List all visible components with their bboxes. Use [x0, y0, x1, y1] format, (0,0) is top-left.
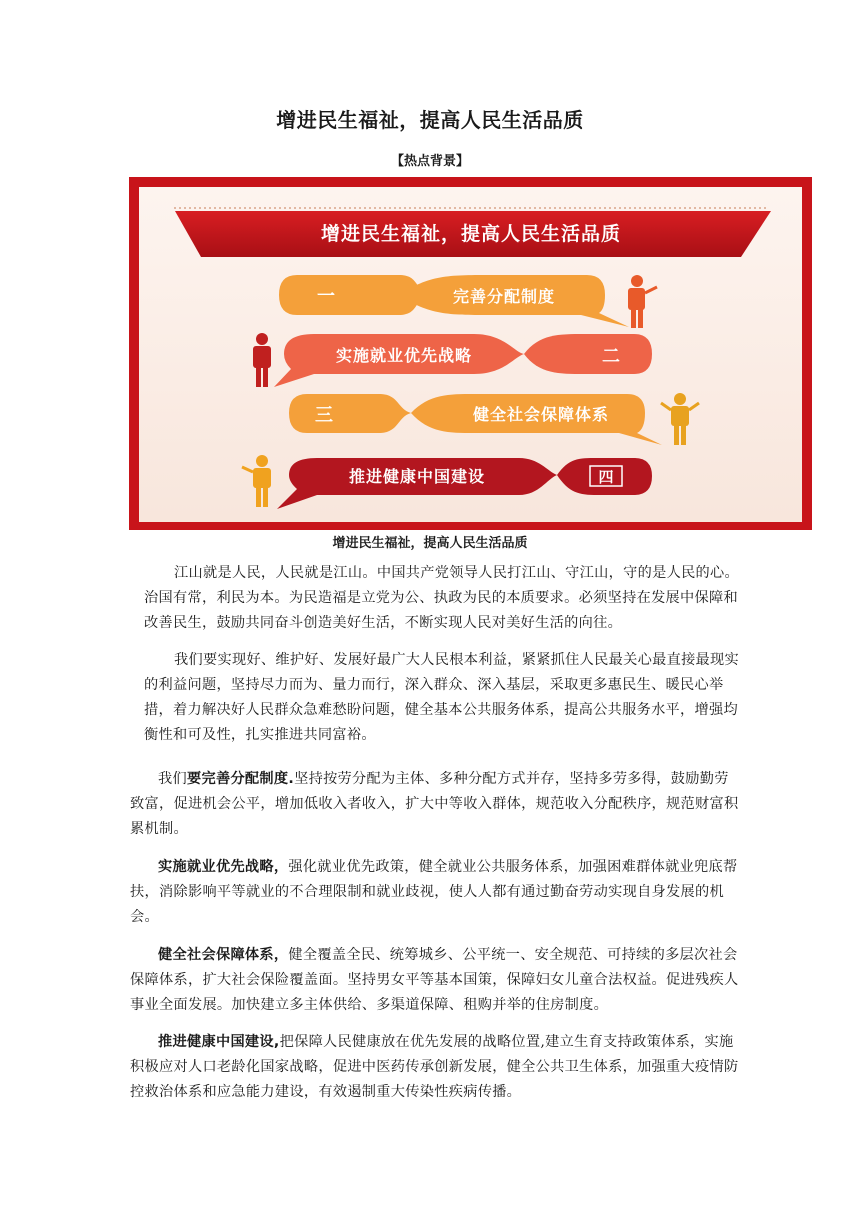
item-2-number: 二	[602, 346, 620, 367]
paragraph-1: 江山就是人民，人民就是江山。中国共产党领导人民打江山、守江山，守的是人民的心。治国有常，利民为本。为民造福是立党为公、执政为民的本质要求。必须坚持在发展中保障和改善民生，鼓励共同奋斗创造美好生活，不断实现人民对美好生活的向往。	[144, 565, 740, 631]
lead-social-security: 健全社会保障体系，	[158, 947, 289, 963]
paragraph-social-security	[130, 943, 742, 1018]
paragraph-2: 我们要实现好、维护好、发展好最广大人民根本利益，紧紧抓住人民最关心最直接最现实的利益问题，坚持尽力而为、量力而行，深入群众、深入基层，采取更多惠民生、暖民心举措，着力解决好人民群众急难愁盼问题，健全基本公共服务体系，提高公共服务水平，增强均衡性和可及性，扎实推进共同富裕。	[144, 652, 740, 743]
infographic	[129, 177, 812, 530]
paragraph-employment	[130, 855, 742, 930]
item-4-label: 推进健康中国建设	[348, 467, 486, 486]
banner-text: 增进民生福祉，提高人民生活品质	[320, 223, 622, 245]
lead-employment: 实施就业优先战略，	[158, 859, 289, 875]
document-title: 增进民生福祉，提高人民生活品质	[276, 108, 584, 132]
body-social-security: 健全覆盖全民、统筹城乡、公平统一、安全规范、可持续的多层次社会保障体系，扩大社会保险覆盖面。坚持男女平等基本国策，保障妇女儿童合法权益。促进残疾人事业全面发展。加快建立多主体供给、多渠道保障、租购并举的住房制度。	[130, 947, 739, 1013]
section-label: 【热点背景】	[390, 154, 469, 169]
item-2-label: 实施就业优先战略	[335, 346, 473, 365]
item-1-label: 完善分配制度	[452, 287, 556, 306]
paragraph-healthy-china	[130, 1030, 742, 1105]
item-1-number: 一	[317, 286, 335, 307]
body-employment: 强化就业优先政策，健全就业公共服务体系，加强困难群体就业兜底帮扶，消除影响平等就业的不合理限制和就业歧视，使人人都有通过勤奋劳动实现自身发展的机会。	[130, 859, 738, 925]
body-healthy-china: 把保障人民健康放在优先发展的战略位置,建立生育支持政策体系，实施积极应对人口老龄化国家战略，促进中医药传承创新发展，健全公共卫生体系，加强重大疫情防控救治体系和应急能力建设，有效遏制重大传染性疾病传播。	[130, 1034, 739, 1100]
item-3-label: 健全社会保障体系	[472, 405, 610, 424]
paragraph-distribution	[130, 767, 742, 842]
figure-caption: 增进民生福祉，提高人民生活品质	[332, 536, 528, 551]
lead-distribution: 要完善分配制度.	[186, 771, 295, 787]
lead-healthy-china: 推进健康中国建设,	[158, 1034, 280, 1050]
item-3-number: 三	[315, 405, 333, 426]
body-distribution: 坚持按劳分配为主体、多种分配方式并存，坚持多劳多得，鼓励勤劳致富，促进机会公平，增加低收入者收入，扩大中等收入群体，规范收入分配秩序，规范财富积累机制。	[130, 771, 739, 837]
item-4-number: 四	[598, 468, 614, 486]
paragraph-prefix: 我们	[158, 771, 187, 787]
